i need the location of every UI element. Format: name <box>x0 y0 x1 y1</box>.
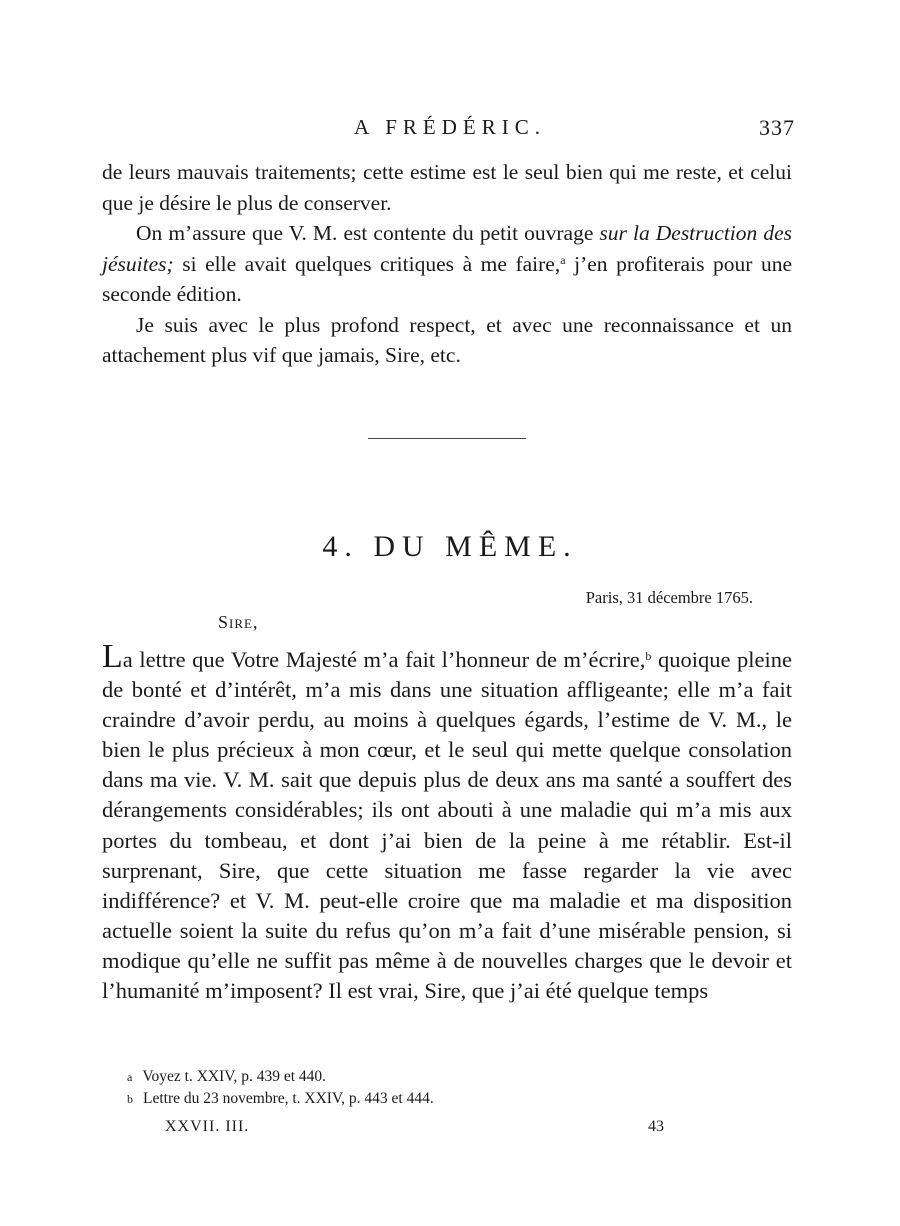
previous-letter-ending <box>102 157 792 371</box>
section-divider <box>368 438 526 439</box>
footnote-a <box>127 1066 434 1088</box>
text-run: j’en profiterais pour une seconde édition. <box>102 251 792 306</box>
footnote-ref-b: b <box>645 649 652 663</box>
dateline: Paris, 31 décembre 1765. <box>585 588 753 607</box>
running-head <box>0 115 900 145</box>
italic-title: sur la Destruction des jésuites; <box>102 221 792 276</box>
letter-body <box>102 638 793 1006</box>
footnotes <box>127 1066 434 1110</box>
page-number: 337 <box>759 115 795 140</box>
text-run: si elle avait quelques critiques à me faire, <box>173 251 561 276</box>
volume-signature: XXVII. III. <box>165 1118 250 1135</box>
salutation: Sire, <box>218 612 259 632</box>
footnote-text: Lettre du 23 novembre, t. XXIV, p. 443 et 444. <box>143 1090 434 1107</box>
letter-paragraph <box>102 638 793 1006</box>
section-heading: 4. DU MÊME. <box>322 530 578 563</box>
footnote-marker: b <box>127 1092 133 1106</box>
footnote-b <box>127 1088 434 1110</box>
paragraph-ouvrage <box>102 218 792 310</box>
running-title: A FRÉDÉRIC. <box>353 115 547 139</box>
text-run: On m’assure que V. M. est contente du petit ouvrage <box>136 221 600 245</box>
footnote-marker: a <box>127 1070 133 1084</box>
drop-capital: L <box>102 638 123 675</box>
text-run: a lettre que Votre Majesté m’a fait l’honneur de m’écrire, <box>122 647 646 672</box>
footnote-text: Voyez t. XXIV, p. 439 et 440. <box>142 1068 327 1085</box>
footnote-ref-a: a <box>560 252 566 267</box>
sheet-signature: 43 <box>648 1118 664 1135</box>
paragraph-closing: Je suis avec le plus profond respect, et avec une reconnaissance et un attachement plus vif que jamais, Sire, etc. <box>102 312 792 367</box>
text-run: quoique pleine de bonté et d’intérêt, m’a mis dans une situation affligeante; elle m’a fait craindre d’avoir perdu, au moins à quelques égards, l’estime de V. M., le bien le plus précieux à mon cœur, et le seul qui mette quelque consolation dans ma vie. V. M. sait que depuis plus de deux ans ma santé a souffert des dérangements considérables; ils ont abouti à une maladie qui m’a mis aux portes du tombeau, et dont j’ai bien de la peine à me rétablir. Est-il surprenant, Sire, que cette situation me fasse regarder la vie avec indifférence? et V. M. peut-elle croire que ma maladie et ma disposition actuelle soient la suite du refus qu’on m’a fait d’une misérable pension, si modique qu’elle ne suffit pas même à de nouvelles charges que le devoir et l’humanité m’imposent? Il est vrai, Sire, que j’ai été quelque temps <box>102 647 793 1004</box>
paragraph-continuation: de leurs mauvais traitements; cette estime est le seul bien qui me reste, et celui que je désire le plus de conserver. <box>102 160 792 215</box>
